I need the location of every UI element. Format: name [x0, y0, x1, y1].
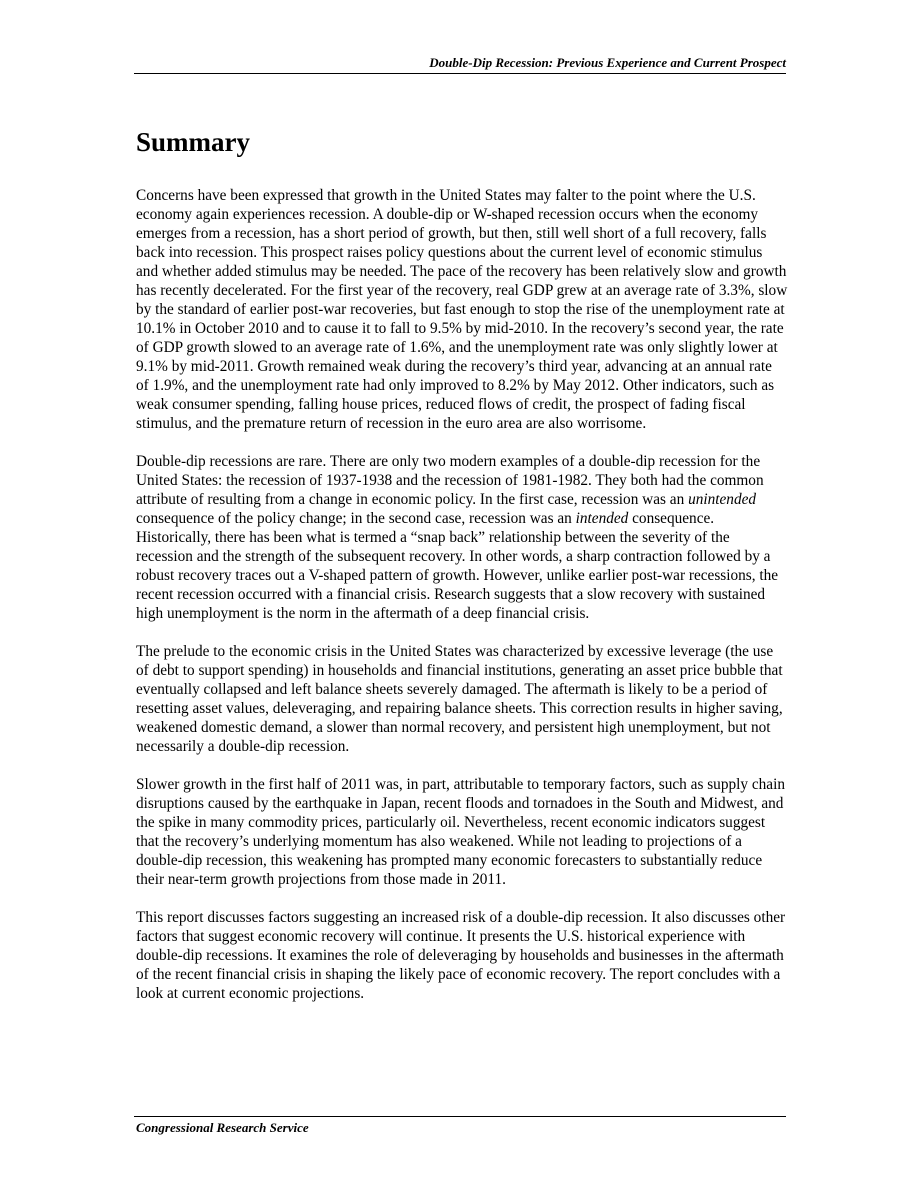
summary-section: [136, 125, 788, 1022]
emphasis-intended: intended: [575, 510, 629, 527]
paragraph-2-text-a: Double-dip recessions are rare. There are only two modern examples of a double-dip recession for the United States: the recession of 1937-1938 and the recession of 1981-1982. They both had the common attribute of resulting from a change in economic policy. In the first case, recession was an: [136, 453, 764, 508]
paragraph-3: The prelude to the economic crisis in the United States was characterized by excessive leverage (the use of debt to support spending) in households and financial institutions, generating an asset price bubble that eventually collapsed and left balance sheets severely damaged. The aftermath is likely to be a period of resetting asset values, deleveraging, and repairing balance sheets. This correction results in higher saving, weakened domestic demand, a slower than normal recovery, and persistent high unemployment, but not necessarily a double-dip recession.: [136, 643, 783, 755]
paragraph-1: Concerns have been expressed that growth in the United States may falter to the point where the U.S. economy again experiences recession. A double-dip or W-shaped recession occurs when the economy emerges from a recession, has a short period of growth, but then, still well short of a full recovery, falls back into recession. This prospect raises policy questions about the current level of economic stimulus and whether added stimulus may be needed. The pace of the recovery has been relatively slow and growth has recently decelerated. For the first year of the recovery, real GDP grew at an average rate of 3.3%, slow by the standard of earlier post-war recoveries, but fast enough to stop the rise of the unemployment rate at 10.1% in October 2010 and to cause it to fall to 9.5% by mid-2010. In the recovery’s second year, the rate of GDP growth slowed to an average rate of 1.6%, and the unemployment rate was only slightly lower at 9.1% by mid-2011. Growth remained weak during the recovery’s third year, advancing at an annual rate of 1.9%, and the unemployment rate had only improved to 8.2% by May 2012. Other indicators, such as weak consumer spending, falling house prices, reduced flows of credit, the prospect of fading fiscal stimulus, and the premature return of recession in the euro area are also worrisome.: [136, 187, 788, 432]
paragraph-2: [136, 452, 788, 623]
header-divider: [134, 73, 786, 74]
running-footer-organization: Congressional Research Service: [136, 1120, 309, 1135]
paragraph-4: Slower growth in the first half of 2011 was, in part, attributable to temporary factors, such as supply chain disruptions caused by the earthquake in Japan, recent floods and tornadoes in the South and Midwest, and the spike in many commodity prices, particularly oil. Nevertheless, recent economic indicators suggest that the recovery’s underlying momentum has also weakened. While not leading to projections of a double-dip recession, this weakening has prompted many economic forecasters to substantially reduce their near-term growth projections from those made in 2011.: [136, 776, 785, 888]
paragraph-5: This report discusses factors suggesting an increased risk of a double-dip recession. It also discusses other factors that suggest economic recovery will continue. It presents the U.S. historical experience with double-dip recessions. It examines the role of deleveraging by households and businesses in the aftermath of the recent financial crisis in shaping the likely pace of economic recovery. The report concludes with a look at current economic projections.: [136, 909, 786, 1002]
paragraph-2-text-c: consequence. Historically, there has been what is termed a “snap back” relationship between the severity of the recession and the strength of the subsequent recovery. In other words, a sharp contraction followed by a robust recovery traces out a V-shaped pattern of growth. However, unlike earlier post-war recessions, the recent recession occurred with a financial crisis. Research suggests that a slow recovery with sustained high unemployment is the norm in the aftermath of a deep financial crisis.: [136, 510, 779, 622]
footer-divider: [134, 1116, 786, 1117]
paragraph-2-text-b: consequence of the policy change; in the second case, recession was an: [136, 510, 576, 527]
running-header-title: Double-Dip Recession: Previous Experience and Current Prospect: [429, 55, 786, 70]
emphasis-unintended: unintended: [688, 491, 757, 508]
section-title: Summary: [136, 127, 250, 157]
